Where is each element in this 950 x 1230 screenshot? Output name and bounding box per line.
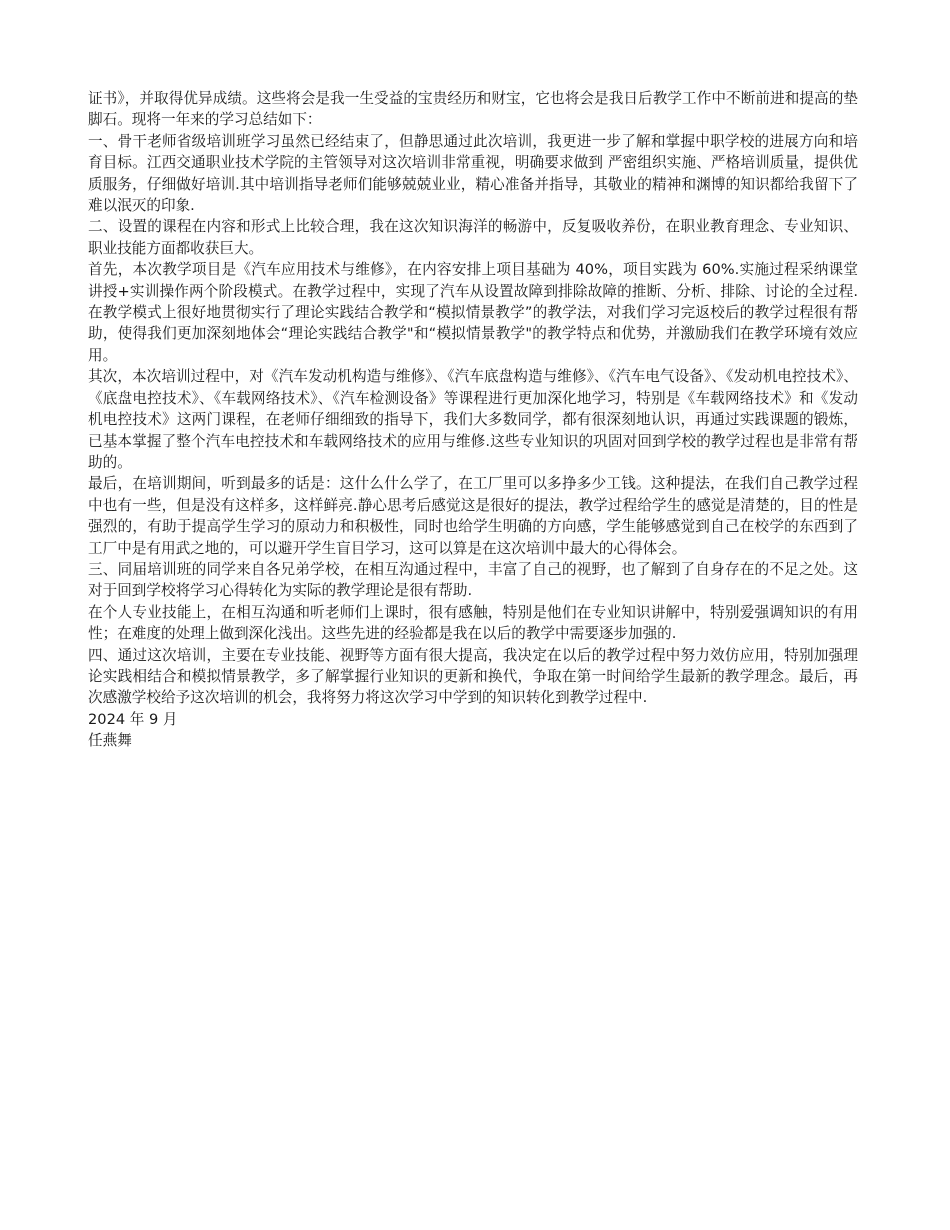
paragraph-intro: 证书》，并取得优异成绩。这些将会是我一生受益的宝贵经历和财宝，它也将会是我日后教学工作中不断前进和提高的垫脚石。现将一年来的学习总结如下： (88, 90, 858, 129)
paragraph-second: 其次，本次培训过程中，对《汽车发动机构造与维修》、《汽车底盘构造与维修》、《汽车电气设备》、《发动机电控技术》、《底盘电控技术》、《车载网络技术》、《汽车检测设备》等课程进行更加深化地学习，特别是《车载网络技术》和《发动机电控技术》这两门课程，在老师仔细细致的指导下，我们大多数同学，都有很深刻地认识，再通过实践课题的锻炼，已基本掌握了整个汽车电控技术和车载网络技术的应用与维修.这些专业知识的巩固对回到学校的教学过程也是非常有帮助的。 (88, 368, 858, 471)
paragraph-last: 最后，在培训期间，听到最多的话是：这什么什么学了，在工厂里可以多挣多少工钱。这种提法，在我们自己教学过程中也有一些，但是没有这样多，这样鲜亮.静心思考后感觉这是很好的提法，教学过程给学生的感觉是清楚的，目的性是强烈的，有助于提高学生学习的原动力和积极性，同时也给学生明确的方向感，学生能够感觉到自己在校学的东西到了工厂中是有用武之地的，可以避开学生盲目学习，这可以算是在这次培训中最大的心得体会。 (88, 475, 858, 557)
document-date: 2024 年 9 月 (88, 710, 178, 728)
document-body (88, 88, 858, 752)
paragraph-section-3: 三、同届培训班的同学来自各兄弟学校，在相互沟通过程中，丰富了自己的视野，也了解到了自身存在的不足之处。这对于回到学校将学习心得转化为实际的教学理论是很有帮助. (88, 560, 858, 600)
paragraph-section-1: 一、骨干老师省级培训班学习虽然已经结束了，但静思通过此次培训，我更进一步了解和掌握中职学校的进展方向和培育目标。江西交通职业技术学院的主管领导对这次培训非常重视，明确要求做到 严密组织实施、严格培训质量，提供优质服务，仔细做好培训.其中培训指导老师们能够兢兢业业，精心准备并指导，其敬业的精神和渊博的知识都给我留下了难以泯灭的印象. (88, 132, 858, 215)
paragraph-section-4: 四、通过这次培训，主要在专业技能、视野等方面有很大提高，我决定在以后的教学过程中努力效仿应用，特别加强理论实践相结合和模拟情景教学，多了解掌握行业知识的更新和换代，争取在第一时间给学生最新的教学理念。最后，再次感激学校给予这次培训的机会，我将努力将这次学习中学到的知识转化到教学过程中. (88, 646, 858, 707)
paragraph-skills: 在个人专业技能上，在相互沟通和听老师们上课时，很有感触，特别是他们在专业知识讲解中，特别爱强调知识的有用性；在难度的处理上做到深化浅出。这些先进的经验都是我在以后的教学中需要逐步加强的. (88, 603, 858, 643)
paragraph-section-2: 二、设置的课程在内容和形式上比较合理，我在这次知识海洋的畅游中，反复吸收养份，在职业教育理念、专业知识、职业技能方面都收获巨大。 (88, 218, 858, 257)
document-author: 任燕舞 (88, 732, 132, 750)
paragraph-first: 首先，本次教学项目是《汽车应用技术与维修》，在内容安排上项目基础为 40%，项目实践为 60%.实施过程采纳课堂讲授+实训操作两个阶段模式。在教学过程中，实现了汽车从设置故障到排除故障的推断、分析、排除、讨论的全过程.在教学模式上很好地贯彻实行了理论实践结合教学和“模拟情景教学”的教学法，对我们学习完返校后的教学过程很有帮助，使得我们更加深刻地体会“理论实践结合教学"和“模拟情景教学"的教学特点和优势，并激励我们在教学环境有效应用。 (88, 261, 858, 364)
